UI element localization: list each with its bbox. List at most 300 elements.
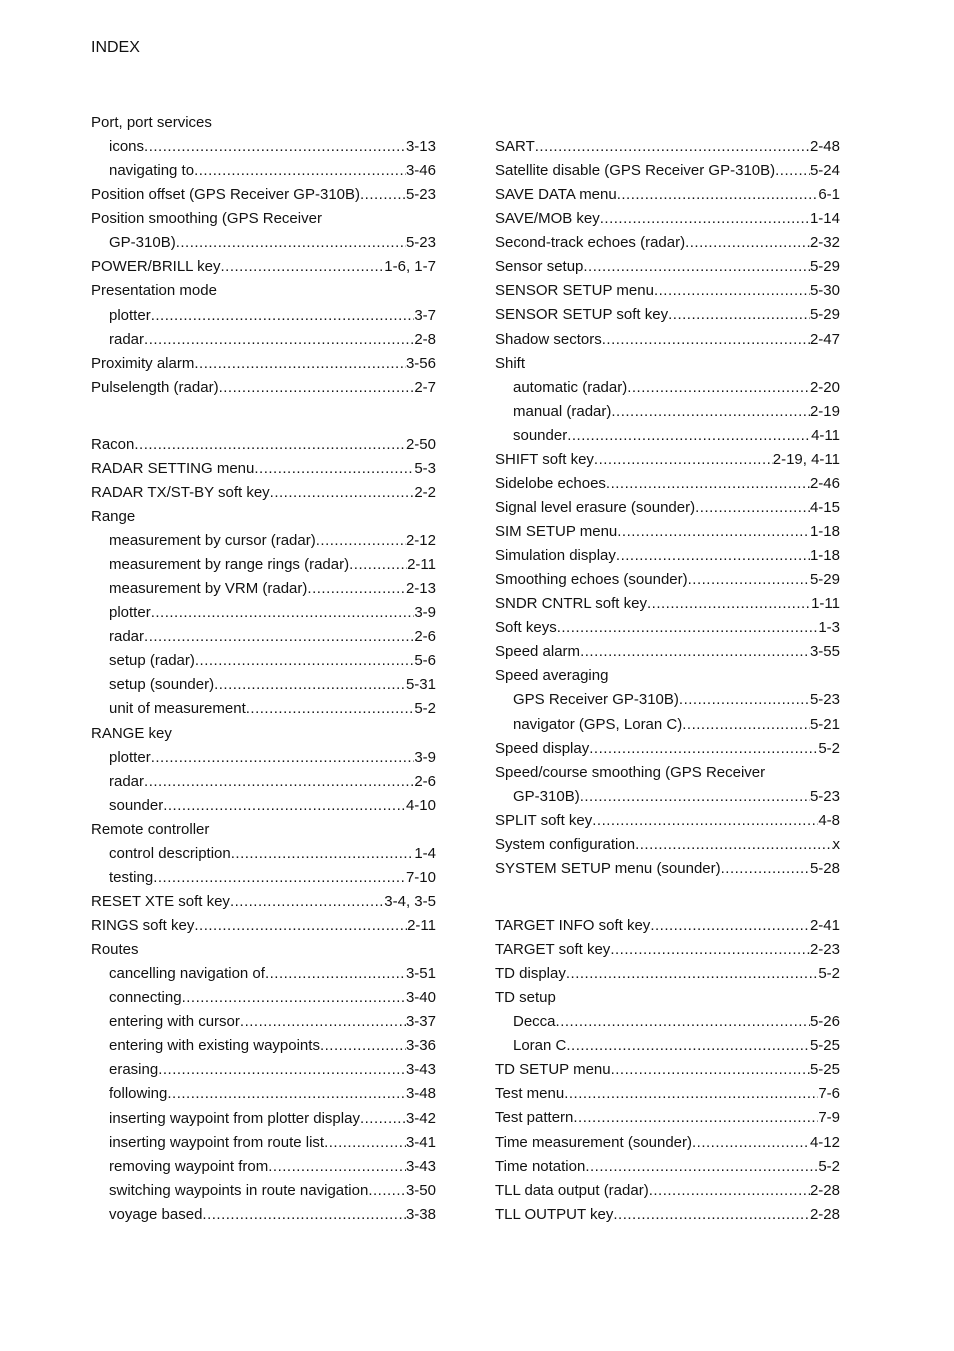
entry-page: 2-11 [407, 917, 436, 934]
leader-dots [134, 433, 406, 457]
entry-page: 3-50 [405, 1181, 436, 1199]
leader-dots [158, 1058, 406, 1082]
leader-dots [635, 833, 832, 857]
entry-label: plotter [109, 604, 151, 622]
leader-dots [246, 697, 415, 721]
index-entry [495, 962, 840, 986]
index-entry [91, 601, 436, 625]
entry-label: Test menu [495, 1085, 565, 1103]
entry-page: 2-47 [809, 330, 840, 348]
leader-dots [268, 1155, 406, 1179]
index-entry [495, 520, 840, 544]
index-entry [495, 279, 840, 303]
leader-dots [176, 231, 406, 255]
entry-label: GP-310B) [109, 234, 176, 252]
entry-label: plotter [109, 306, 151, 324]
leader-dots [721, 857, 810, 881]
entry-label: setup (radar) [109, 652, 195, 670]
entry-page: 1-3 [818, 619, 840, 637]
entry-page: 2-48 [809, 138, 840, 155]
index-entry [91, 328, 436, 352]
entry-label: Pulselength (radar) [91, 378, 219, 396]
entry-page: 3-9 [414, 604, 436, 622]
entry-page: 1-6, 1-7 [384, 258, 436, 276]
index-entry [495, 857, 840, 881]
entry-page: 2-32 [809, 234, 840, 252]
index-entry [495, 1082, 840, 1106]
entry-label: GP-310B) [513, 787, 580, 805]
entry-page: 4-11 [811, 426, 840, 444]
index-entry [495, 809, 840, 833]
index-entry [91, 352, 436, 376]
entry-label: Port, port services [91, 114, 212, 131]
index-entry [91, 1203, 436, 1227]
entry-page: 3-7 [414, 306, 436, 324]
entry-label: Proximity alarm [91, 354, 195, 372]
entry-page: 5-3 [414, 459, 436, 477]
entry-page: 3-4, 3-5 [384, 892, 436, 910]
index-entry [91, 529, 436, 553]
index-entry [495, 352, 840, 376]
entry-page: 5-24 [809, 162, 840, 180]
leader-dots [270, 481, 415, 505]
entry-label: radar [109, 330, 145, 348]
index-entry [495, 1010, 840, 1034]
entry-page: 2-20 [809, 378, 840, 396]
index-entry [91, 111, 436, 135]
entry-page: 3-41 [405, 1133, 436, 1151]
entry-label: inserting waypoint from route list [109, 1133, 325, 1151]
index-entry [91, 842, 436, 866]
index-entry [91, 231, 436, 255]
entry-page: 5-26 [809, 1013, 840, 1031]
entry-page: 4-15 [809, 498, 840, 516]
entry-label: RANGE key [91, 724, 172, 742]
entry-page: 2-12 [405, 532, 436, 549]
entry-label: RADAR TX/ST-BY soft key [91, 483, 270, 501]
entry-label: icons [109, 138, 145, 156]
entry-label: SNDR CNTRL soft key [495, 595, 647, 613]
entry-page: 2-19, 4-11 [772, 450, 840, 468]
index-entry [495, 159, 840, 183]
entry-label: SAVE/MOB key [495, 210, 600, 228]
leader-dots [610, 938, 810, 962]
index-entry [91, 914, 436, 938]
leader-dots [580, 785, 810, 809]
entry-page: 5-2 [818, 965, 840, 983]
entry-page: 5-23 [405, 234, 436, 252]
entry-page: 3-55 [809, 643, 840, 661]
index-entry [91, 938, 436, 962]
index-entry [91, 697, 436, 721]
index-entry [495, 1179, 840, 1203]
entry-page: 1-14 [809, 210, 840, 228]
leader-dots [566, 962, 818, 986]
leader-dots [163, 794, 406, 818]
leader-dots [617, 183, 819, 207]
entry-label: Routes [91, 941, 139, 959]
leader-dots [307, 577, 406, 601]
index-entry [495, 496, 840, 520]
entry-page: 5-23 [809, 691, 840, 709]
leader-dots [153, 866, 406, 890]
leader-dots [679, 688, 810, 712]
entry-label: Sensor setup [495, 258, 584, 276]
entry-label: Remote controller [91, 820, 210, 838]
index-entry [495, 400, 840, 424]
entry-page: 3-36 [405, 1037, 436, 1055]
entry-page: 1-18 [809, 523, 840, 540]
entry-label: automatic (radar) [513, 378, 628, 396]
leader-dots [151, 601, 415, 625]
entry-label: System configuration [495, 835, 636, 853]
entry-label: Shift [495, 354, 526, 372]
entry-page: 3-40 [405, 989, 436, 1007]
index-entry [91, 255, 436, 279]
entry-label: POWER/BRILL key [91, 258, 221, 276]
entry-label: Presentation mode [91, 282, 217, 300]
entry-page: 3-13 [405, 138, 436, 156]
index-entry [495, 448, 840, 472]
entry-label: RINGS soft key [91, 917, 195, 934]
index-column-left [91, 111, 436, 1227]
entry-label: removing waypoint from [109, 1157, 269, 1175]
entry-label: Smoothing echoes (sounder) [495, 571, 688, 589]
leader-dots [151, 304, 415, 328]
leader-dots [616, 544, 810, 568]
entry-page: 4-10 [405, 796, 436, 814]
index-entry [495, 616, 840, 640]
entry-label: setup (sounder) [109, 676, 215, 694]
index-entry [495, 1106, 840, 1130]
index-entry [91, 376, 436, 400]
entry-page: 3-43 [405, 1061, 436, 1079]
index-entry [91, 673, 436, 697]
leader-dots [600, 207, 810, 231]
index-entry [91, 1107, 436, 1131]
entry-label: Time notation [495, 1157, 586, 1175]
index-entry [495, 231, 840, 255]
leader-dots [214, 673, 406, 697]
index-entry [91, 457, 436, 481]
entry-label: Soft keys [495, 619, 557, 637]
index-column-right [495, 135, 840, 1227]
index-entry [91, 794, 436, 818]
leader-dots [316, 529, 406, 553]
entry-label: TD setup [495, 989, 556, 1007]
entry-label: sounder [513, 426, 568, 444]
index-entry [495, 737, 840, 761]
entry-page: 2-23 [809, 941, 840, 958]
entry-page: 2-13 [405, 580, 436, 598]
entry-page: 5-6 [414, 652, 436, 670]
index-entry [495, 761, 840, 785]
entry-page: 5-21 [809, 715, 840, 733]
entry-label: SENSOR SETUP soft key [495, 306, 669, 324]
leader-dots [231, 842, 415, 866]
entry-label: TARGET soft key [495, 941, 611, 958]
entry-page: 3-48 [405, 1085, 436, 1103]
entry-label: radar [109, 628, 145, 646]
leader-dots [320, 1034, 406, 1058]
entry-page: 1-18 [809, 547, 840, 565]
entry-label: Shadow sectors [495, 330, 602, 348]
entry-page: 5-23 [405, 186, 436, 204]
leader-dots [144, 135, 406, 159]
entry-label: Second-track echoes (radar) [495, 234, 686, 252]
leader-dots [649, 1179, 810, 1203]
index-entry [495, 568, 840, 592]
entry-page: 5-25 [809, 1061, 840, 1079]
entry-label: TD display [495, 965, 566, 983]
entry-label: SPLIT soft key [495, 811, 593, 829]
leader-dots [650, 914, 810, 938]
leader-dots [360, 1107, 406, 1131]
entry-label: control description [109, 844, 231, 862]
entry-page: 5-29 [809, 258, 840, 276]
leader-dots [219, 376, 415, 400]
index-entry [91, 577, 436, 601]
leader-dots [167, 1082, 406, 1106]
entry-page: 2-50 [405, 435, 436, 453]
entry-label: RADAR SETTING menu [91, 459, 255, 477]
index-entry [495, 135, 840, 159]
leader-dots [611, 400, 810, 424]
leader-dots [265, 962, 406, 986]
index-entry [495, 424, 840, 448]
entry-label: SART [495, 138, 535, 155]
index-entry [91, 770, 436, 794]
index-entry [91, 890, 436, 914]
entry-label: Decca [513, 1013, 556, 1031]
entry-page: 5-23 [809, 787, 840, 805]
entry-label: erasing [109, 1061, 159, 1079]
leader-dots [606, 472, 810, 496]
entry-label: SHIFT soft key [495, 450, 594, 468]
index-entry [495, 592, 840, 616]
leader-dots [182, 986, 406, 1010]
leader-dots [627, 376, 810, 400]
leader-dots [535, 135, 810, 159]
entry-page: 2-7 [414, 378, 436, 396]
index-entry [495, 472, 840, 496]
entry-page: 2-28 [809, 1205, 840, 1223]
index-entry [91, 1131, 436, 1155]
entry-label: TLL data output (radar) [495, 1181, 649, 1199]
entry-label: manual (radar) [513, 402, 612, 420]
entry-label: voyage based [109, 1205, 203, 1223]
entry-page: 2-41 [809, 916, 840, 934]
leader-dots [564, 1082, 818, 1106]
leader-dots [144, 770, 414, 794]
index-entry [91, 304, 436, 328]
entry-label: unit of measurement [109, 700, 246, 718]
entry-page: 7-10 [405, 868, 436, 886]
leader-dots [692, 1131, 810, 1155]
index-entry [495, 255, 840, 279]
entry-label: SIM SETUP menu [495, 523, 618, 540]
entry-label: entering with existing waypoints [109, 1037, 320, 1055]
entry-label: cancelling navigation of [109, 965, 265, 983]
entry-page: 3-42 [405, 1109, 436, 1127]
leader-dots [573, 1106, 818, 1130]
index-entry [91, 1155, 436, 1179]
leader-dots [685, 231, 810, 255]
entry-page: 7-9 [818, 1109, 840, 1127]
entry-label: RESET XTE soft key [91, 892, 230, 910]
leader-dots [602, 328, 810, 352]
entry-page: 5-2 [818, 1157, 840, 1175]
entry-label: SAVE DATA menu [495, 186, 617, 204]
leader-dots [613, 1203, 810, 1227]
leader-dots [194, 159, 406, 183]
leader-dots [647, 592, 811, 616]
index-entry [91, 553, 436, 577]
leader-dots [144, 625, 414, 649]
entry-label: Simulation display [495, 547, 616, 565]
entry-label: Test pattern [495, 1109, 574, 1127]
leader-dots [775, 159, 810, 183]
leader-dots [567, 424, 811, 448]
leader-dots [202, 1203, 406, 1227]
index-entry [91, 722, 436, 746]
index-entry [91, 746, 436, 770]
entry-page: 3-56 [405, 354, 436, 372]
entry-label: TARGET INFO soft key [495, 916, 651, 934]
entry-page: 1-11 [811, 595, 840, 613]
entry-label: Sidelobe echoes [495, 474, 606, 492]
index-entry [495, 544, 840, 568]
entry-label: sounder [109, 796, 164, 814]
entry-label: measurement by cursor (radar) [109, 532, 316, 549]
index-entry [91, 207, 436, 231]
index-entry [495, 1203, 840, 1227]
index-entry [495, 303, 840, 327]
index-entry [91, 159, 436, 183]
index-entry [91, 183, 436, 207]
leader-dots [194, 352, 406, 376]
entry-label: TLL OUTPUT key [495, 1205, 614, 1223]
index-entry [91, 818, 436, 842]
leader-dots [254, 457, 414, 481]
entry-label: Range [91, 507, 136, 525]
entry-page: 5-30 [809, 282, 840, 300]
entry-page: 2-6 [414, 772, 436, 790]
leader-dots [324, 1131, 406, 1155]
index-entry [91, 505, 436, 529]
entry-page: 7-6 [818, 1085, 840, 1103]
index-entry [91, 433, 436, 457]
index-entry [91, 1058, 436, 1082]
index-entry [91, 1034, 436, 1058]
entry-label: Position smoothing (GPS Receiver [91, 210, 322, 228]
leader-dots [682, 713, 810, 737]
leader-dots [668, 303, 810, 327]
section-gap [495, 881, 840, 914]
entry-label: Speed display [495, 739, 590, 757]
entry-page: 3-37 [405, 1013, 436, 1031]
entry-label: SENSOR SETUP menu [495, 282, 654, 300]
entry-page: 4-12 [809, 1133, 840, 1151]
entry-label: GPS Receiver GP-310B) [513, 691, 679, 709]
leader-dots [144, 328, 414, 352]
leader-dots [195, 649, 414, 673]
index-entry [91, 135, 436, 159]
index-entry [91, 962, 436, 986]
leader-dots [556, 1010, 810, 1034]
index-entry [91, 866, 436, 890]
entry-page: 3-51 [405, 965, 436, 983]
entry-page: 3-43 [405, 1157, 436, 1175]
leader-dots [194, 914, 407, 938]
index-entry [91, 481, 436, 505]
leader-dots [611, 1058, 810, 1082]
leader-dots [592, 809, 818, 833]
entry-label: plotter [109, 748, 151, 766]
entry-page: 2-28 [809, 1181, 840, 1199]
leader-dots [349, 553, 407, 577]
entry-page: 2-6 [414, 628, 436, 646]
index-entry [495, 1034, 840, 1058]
entry-label: Time measurement (sounder) [495, 1133, 693, 1151]
leader-dots [695, 496, 810, 520]
leader-dots [654, 279, 810, 303]
entry-label: Speed averaging [495, 667, 609, 685]
leader-dots [617, 520, 810, 544]
leader-dots [230, 890, 384, 914]
leader-dots [368, 1179, 406, 1203]
index-entry [91, 1082, 436, 1106]
leader-dots [580, 640, 810, 664]
entry-label: connecting [109, 989, 182, 1007]
entry-page: 5-2 [818, 739, 840, 757]
index-entry [495, 640, 840, 664]
index-entry [495, 914, 840, 938]
entry-label: navigating to [109, 162, 195, 180]
entry-label: measurement by VRM (radar) [109, 580, 308, 598]
entry-page: 1-4 [414, 844, 436, 862]
entry-label: radar [109, 772, 145, 790]
leader-dots [151, 746, 415, 770]
entry-label: following [109, 1085, 168, 1103]
entry-page: 2-8 [414, 330, 436, 348]
entry-page: 4-8 [818, 811, 840, 829]
entry-page: 2-19 [809, 402, 840, 420]
leader-dots [360, 183, 406, 207]
entry-label: Racon [91, 435, 135, 453]
index-entry [495, 376, 840, 400]
index-entry [495, 183, 840, 207]
index-entry [495, 688, 840, 712]
entry-page: 2-2 [414, 483, 436, 501]
entry-label: navigator (GPS, Loran C) [513, 715, 683, 733]
entry-label: Speed/course smoothing (GPS Receiver [495, 763, 766, 781]
leader-dots [594, 448, 773, 472]
leader-dots [688, 568, 810, 592]
entry-label: switching waypoints in route navigation [109, 1181, 369, 1199]
entry-page: 5-29 [809, 306, 840, 324]
leader-dots [220, 255, 384, 279]
entry-page: 5-25 [809, 1037, 840, 1055]
entry-label: Speed alarm [495, 643, 581, 661]
index-entry [495, 713, 840, 737]
index-entry [91, 1179, 436, 1203]
entry-page: 3-9 [414, 748, 436, 766]
entry-label: entering with cursor [109, 1013, 240, 1031]
entry-page: 5-31 [405, 676, 436, 694]
entry-label: SYSTEM SETUP menu (sounder) [495, 859, 721, 877]
index-entry [91, 625, 436, 649]
